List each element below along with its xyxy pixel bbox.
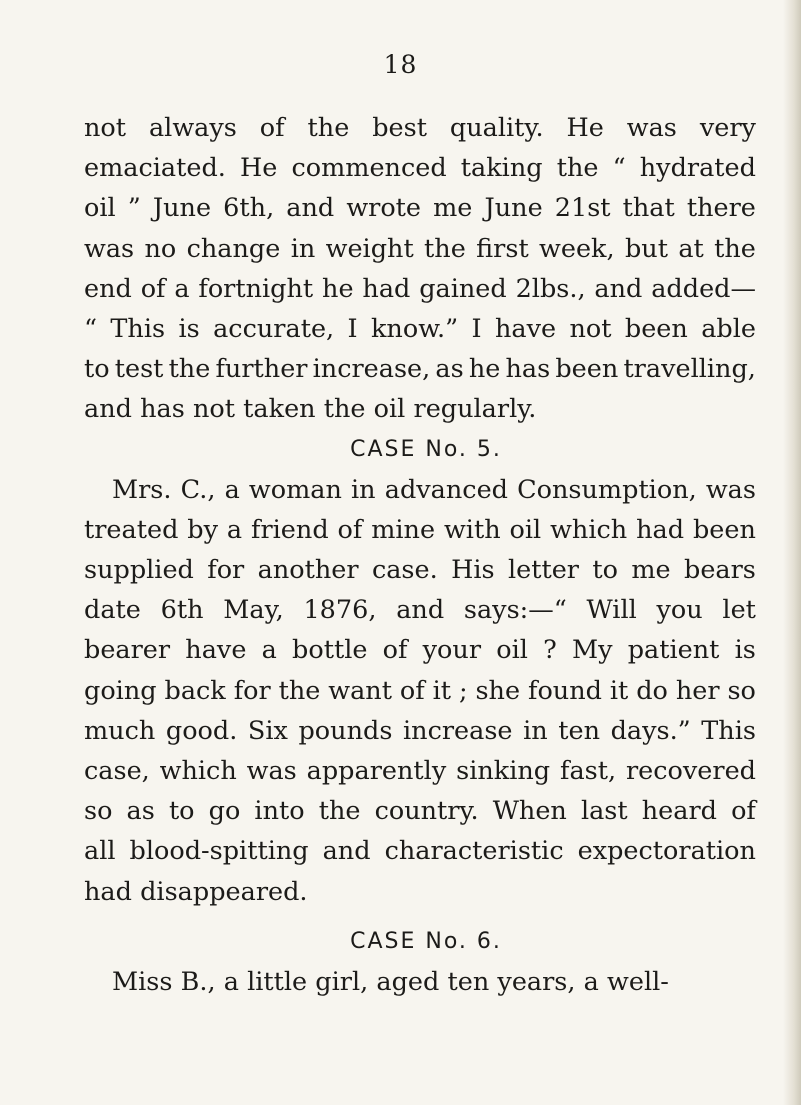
text-line: Miss B., a little girl, aged ten years, a well- (112, 966, 669, 997)
text-line: had disappeared. (84, 876, 308, 907)
text-line: was no change in weight the first week, but at the (84, 233, 756, 264)
text-line: “ This is accurate, I know.” I have not been able (84, 313, 756, 344)
text-line: going back for the want of it ; she found it do her so (84, 675, 756, 706)
text-line: and has not taken the oil regularly. (84, 394, 537, 425)
text-line: treated by a friend of mine with oil which had been (84, 514, 756, 545)
text-line: supplied for another case. His letter to me bears (84, 555, 756, 586)
text-line: much good. Six pounds increase in ten days.” This (84, 715, 756, 746)
page-edge (783, 0, 801, 1105)
text-line: oil ” June 6th, and wrote me June 21st that there (84, 193, 756, 224)
text-block (84, 108, 756, 1002)
paragraph-case-6 (84, 962, 756, 1002)
text-line: end of a fortnight he had gained 2lbs., and added— (84, 273, 756, 304)
text-line: Mrs. C., a woman in advanced Consumption, was (112, 474, 756, 505)
text-line: emaciated. He commenced taking the “ hydrated (84, 153, 756, 184)
text-line: to test the further increase, as he has been travelling, (84, 354, 756, 385)
page-number: 18 (383, 50, 418, 79)
text-line: date 6th May, 1876, and says:—“ Will you let (84, 595, 756, 626)
text-line: bearer have a bottle of your oil ? My patient is (84, 635, 756, 666)
paragraph-continuation (84, 108, 756, 430)
text-line: not always of the best quality. He was very (84, 113, 756, 143)
case-6-heading: CASE No. 6. (350, 928, 502, 954)
text-line: all blood-spitting and characteristic expectoration (84, 836, 756, 867)
text-line: so as to go into the country. When last heard of (84, 796, 756, 827)
case-5-heading: CASE No. 5. (350, 436, 502, 462)
paragraph-case-5 (84, 470, 756, 912)
text-line: case, which was apparently sinking fast, recovered (84, 756, 756, 786)
